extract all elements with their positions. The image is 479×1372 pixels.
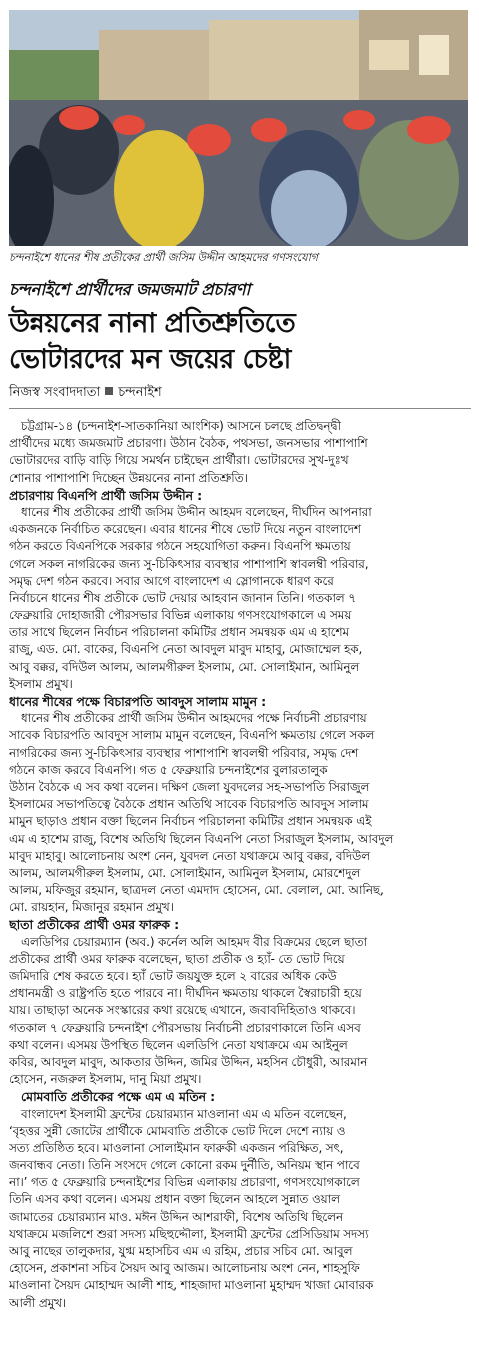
- article-line: এলডিপির চেয়ারম্যান (অব.) কর্নেল অলি আহমদ বীর বিক্রমের ছেলে ছাতা: [21, 934, 367, 949]
- article-line: তিনি এসব কথা বলেন। এসময় প্রধান বক্তা ছিলেন আহলে সুন্নাত ওয়াল: [9, 1192, 340, 1207]
- article-line: কথা বলেন। এসময় উপস্থিত ছিলেন এলডিপি নেতা যথাক্রমে এম আইনুল: [9, 1037, 348, 1052]
- article-line: ধানের শীষ প্রতীকের প্রার্থী জসিম উদ্দীন আহমদ বলেছেন, দীর্ঘদিন আপনারা: [21, 504, 372, 519]
- headline-line: উন্নয়নের নানা প্রতিশ্রুতিতে: [9, 308, 296, 339]
- article-line: গঠনে কাজ করবে বিএনপি। গত ৫ ফেব্রুয়ারি চন্দনাইশের বুলারতালুক: [9, 762, 328, 777]
- separator-square-icon: [105, 387, 113, 395]
- byline-location: চন্দনাইশ: [118, 385, 162, 400]
- article-line: সত্য প্রতিষ্ঠিত হবে। মাওলানা সোলাইমান ফারুকী একজন পরিক্ষিত, সৎ,: [9, 1140, 344, 1155]
- section-heading: ধানের শীষের পক্ষে বিচারপতি আবদুস সালাম মামুন :: [9, 694, 266, 709]
- article-line: নাগরিকের জন্য সু-চিকিৎসার ব্যবস্থার পাশাপাশি স্বাবলম্বী পরিবার, সমৃদ্ধ দেশ: [9, 745, 359, 760]
- divider: [9, 408, 471, 409]
- article-line: প্রধানমন্ত্রী ও রাষ্ট্রপতি হতে পারবে না। দীর্ঘদিন ক্ষমতায় থাকলে স্বৈরাচারী হয়ে: [9, 986, 362, 1001]
- headline-line: ভোটারদের মন জয়ের চেষ্টা: [9, 344, 291, 375]
- article-line: উঠান বৈঠকে এ সব কথা বলেন। দক্ষিণ জেলা যুবদলের সহ-সভাপতি সিরাজুল: [9, 779, 370, 794]
- article-line: সাবেক বিচারপতি আবদুস সালাম মামুন বলেছেন, বিএনপি ক্ষমতায় গেলে সকল: [9, 728, 375, 743]
- article-line: বাংলাদেশ ইসলামী ফ্রন্টের চেয়ারম্যান মাওলানা এম এ মতিন বলেছেন,: [21, 1106, 347, 1121]
- article-line: আলম, মফিজুর রহমান, ছাত্রদল নেতা এমদাদ হোসেন, মো. বেলাল, মো. আনিছ,: [9, 883, 384, 898]
- article-line: কবির, আবদুল মাবুদ, আকতার উদ্দিন, জমির উদ্দিন, মহসিন চৌধুরী, আরমান: [9, 1054, 368, 1069]
- article-line: গেলে সকল নাগরিকের জন্য সু-চিকিৎসার ব্যবস্থার পাশাপাশি স্বাবলম্বী পরিবার,: [9, 556, 369, 571]
- article-line: জামাতের চেয়ারম্যান মাও. মঈন উদ্দিন আশরাফী, বিশেষ অতিথি ছিলেন: [9, 1209, 344, 1224]
- article-line: মো. রায়হান, মিজানুর রহমান প্রমুখ।: [9, 900, 174, 915]
- article-line: চট্টগ্রাম-১৪ (চন্দনাইশ-সাতকানিয়া আংশিক) আসনে চলছে প্রতিদ্বন্দ্বী: [21, 419, 341, 433]
- article-line: না।’ গত ৫ ফেব্রুয়ারি চন্দনাইশের বিভিন্ন এলাকায় প্রচারণা, গণসংযোগকালে: [9, 1175, 360, 1190]
- article-line: যথাক্রমে মজলিশে শুরা সদস্য মছিহুদ্দৌলা, ইসলামী ফ্রন্টের প্রেসিডিয়াম সদস্য: [9, 1226, 369, 1241]
- main-headline: [9, 306, 474, 378]
- article-line: মামুন ছাড়াও প্রধান বক্তা ছিলেন নির্বাচন পরিচালনা কমিটির প্রধান সমন্বয়ক এই: [9, 814, 372, 829]
- article-line: এম এ হাশেম রাজু, বিশেষ অতিথি ছিলেন বিএনপি নেতা সিরাজুল ইসলাম, আবদুল: [9, 831, 394, 846]
- article-line: মাবুদ মাহাবু। আলোচনায় অংশ নেন, যুবদল নেতা যথাক্রমে আবু বক্কর, বদিউল: [9, 848, 371, 863]
- article-line: সমৃদ্ধ দেশ গঠন করবে। সবার আগে বাংলাদেশ এ স্লোগানকে ধারণ করে: [9, 573, 334, 588]
- article-line: শোনার পাশাপাশি দিচ্ছেন উন্নয়নের নানা প্রতিশ্রুতি।: [9, 470, 248, 485]
- article-line: মাওলানা সৈয়দ মোহাম্মদ আলী শাহ, শাহজাদা মাওলানা মুহাম্মদ খাজা মোবারক: [9, 1278, 374, 1293]
- article-line: জমিদারি শেষ করতে হবে। হ্যাঁ ভোট জয়যুক্ত হলে ২ বারের অধিক কেউ: [9, 969, 337, 983]
- photo-caption: চন্দনাইশে ধানের শীষ প্রতীকের প্রার্থী জসিম উদ্দীন আহমদের গণসংযোগ: [9, 251, 318, 264]
- kicker-headline: চন্দনাইশে প্রার্থীদের জমজমাট প্রচারণা: [9, 280, 251, 299]
- article-line: ধানের শীষ প্রতীকের প্রার্থী জসিম উদ্দীন আহমদের পক্ষে নির্বাচনী প্রচারণায়: [21, 711, 367, 726]
- article-line: নির্বাচনে ধানের শীষ প্রতীকে ভোট দেয়ার আহবান জানান তিনি। গতকাল ৭: [9, 590, 356, 605]
- article-line: আবু বক্কর, বদিউল আলম, আলমগীরুল ইসলাম, মো. সোলাইমান, আমিনুল: [9, 659, 360, 674]
- article-line: আলী প্রমুখ।: [9, 1295, 67, 1310]
- byline-reporter: নিজস্ব সংবাদদাতা: [9, 385, 101, 400]
- article-line: হোসেন, প্রকাশনা সচিব সৈয়দ আবু আজম। আলোচনায় অংশ নেন, শাহসুফি: [9, 1261, 360, 1276]
- section-heading: মোমবাতি প্রতীকের পক্ষে এম এ মতিন :: [21, 1089, 215, 1105]
- article-line: গঠন করতে বিএনপিকে সরকার গঠনে সহযোগিতা করুন। বিএনপি ক্ষমতায়: [9, 539, 351, 554]
- article-body: [9, 418, 472, 1312]
- article-line: তার সাথে ছিলেন নির্বাচন পরিচালনা কমিটির প্রধান সমন্বয়ক এম এ হাশেম: [9, 625, 349, 640]
- article-line: ফেব্রুয়ারি দোহাজারী পৌরসভার বিভিন্ন এলাকায় গণসংযোগকালে এ সময়: [9, 608, 352, 623]
- article-line: প্রার্থীদের মধ্যে জমজমাট প্রচারণা। উঠান বৈঠক, পথসভা, জনসভার পাশাপাশি: [9, 436, 368, 451]
- article-line: গতকাল ৭ ফেব্রুয়ারি চন্দনাইশ পৌরসভায় নির্বাচনী প্রচারণাকালে তিনি এসব: [9, 1020, 361, 1035]
- article-line: ইসলাম প্রমুখ।: [9, 676, 73, 691]
- article-line: আবু নাছের তালুকদার, যুগ্ম মহাসচিব এম এ রহিম, প্রচার সচিব মো. আবুল: [9, 1244, 353, 1258]
- section-heading: প্রচারণায় বিএনপি প্রার্থী জসিম উদ্দীন :: [9, 487, 202, 503]
- article-line: জনবান্ধব নেতা। তিনি সংসদে গেলে কোনো রকম দুর্নীতি, অনিয়ম স্থান পাবে: [9, 1158, 360, 1173]
- article-line: হোসেন, নজরুল ইসলাম, দানু মিয়া প্রমুখ।: [9, 1072, 202, 1087]
- article-line: আলম, আলমগীরুল ইসলাম, মো. সোলাইমান, আমিনুল ইসলাম, মোরশেদুল: [9, 865, 361, 880]
- byline: [9, 384, 162, 402]
- article-line: ‘বৃহত্তর সুন্নী জোটের প্রার্থীকে মোমবাতি প্রতীকে ভোট দিলে দেশে ন্যায় ও: [9, 1123, 346, 1138]
- article-line: প্রতীকের প্রার্থী ওমর ফারুক বলেছেন, ছাতা প্রতীক ও হ্যাঁ- তে ভোট দিয়ে: [9, 951, 345, 966]
- rally-photo: [9, 10, 468, 246]
- article-line: যায়। তাছাড়া অনেক সংস্কারের কথা রয়েছে এখানে, জবাবদিহিতাও থাকবে।: [9, 1003, 356, 1018]
- article-line: রাজু, এড. মো. বাকের, বিএনপি নেতা আবদুল মাবুদ মাহাবু, মোজাম্মেল হক,: [9, 642, 363, 657]
- article-line: ভোটারদের বাড়ি বাড়ি গিয়ে সমর্থন চাইছেন প্রার্থীরা। ভোটারদের সুখ-দুঃখ: [9, 453, 349, 468]
- article-line: একজনকে নির্বাচিত করেছেন। এবার ধানের শীষে ভোট দিয়ে নতুন বাংলাদেশ: [9, 522, 361, 537]
- article-line: ইসলামের সভাপতিত্বে বৈঠকে প্রধান অতিথি সাবেক বিচারপতি আবদুস সালাম: [9, 797, 369, 812]
- section-heading: ছাতা প্রতীকের প্রার্থী ওমর ফারুক :: [9, 917, 179, 933]
